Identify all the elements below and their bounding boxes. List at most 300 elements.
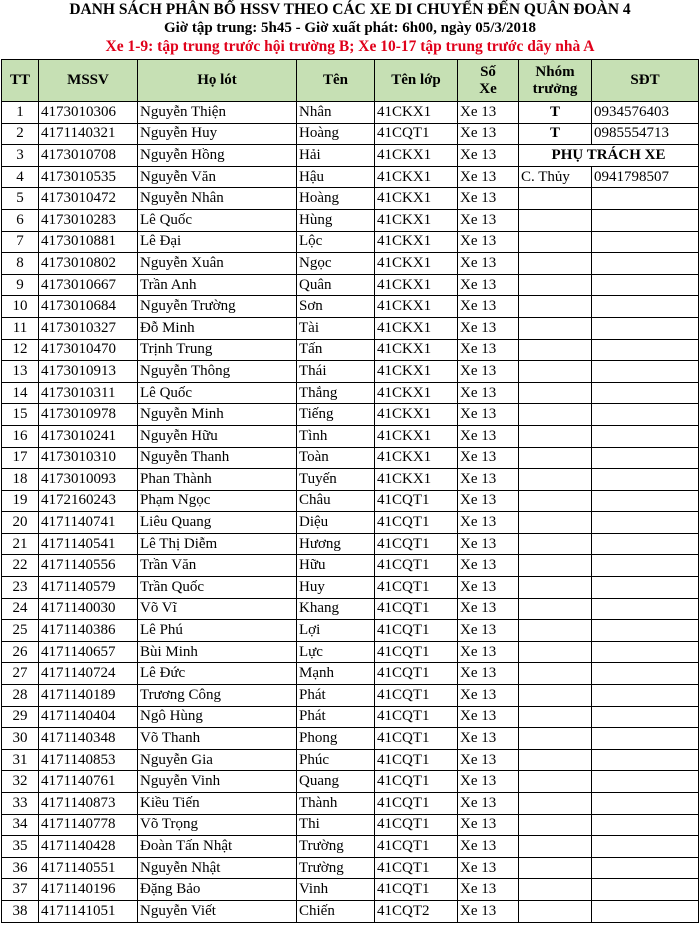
cell-so-xe: Xe 13 [458, 490, 519, 512]
cell-ten-lop: 41CQT1 [375, 836, 458, 858]
cell-nhom-truong [519, 879, 592, 901]
cell-sdt [592, 382, 699, 404]
cell-sdt [592, 663, 699, 685]
cell-tt: 18 [2, 469, 39, 491]
cell-ho-lot: Nguyễn Thông [138, 361, 297, 383]
cell-ten-lop: 41CQT1 [375, 598, 458, 620]
cell-so-xe: Xe 13 [458, 382, 519, 404]
cell-ho-lot: Nguyễn Viết [138, 900, 297, 922]
cell-ten-lop: 41CQT1 [375, 749, 458, 771]
cell-sdt [592, 339, 699, 361]
cell-mssv: 4173010802 [39, 253, 138, 275]
table-row [2, 274, 699, 296]
cell-ten-lop: 41CKX1 [375, 102, 458, 124]
cell-ho-lot: Trần Văn [138, 555, 297, 577]
cell-tt: 14 [2, 382, 39, 404]
cell-mssv: 4173010310 [39, 447, 138, 469]
cell-tt: 35 [2, 836, 39, 858]
document-header [0, 0, 700, 56]
col-header-mssv: MSSV [39, 60, 138, 102]
cell-ho-lot: Nguyễn Văn [138, 166, 297, 188]
cell-nhom-truong [519, 663, 592, 685]
cell-ten-lop: 41CKX1 [375, 447, 458, 469]
cell-nhom-truong [519, 425, 592, 447]
cell-ho-lot: Lê Đại [138, 231, 297, 253]
col-header-ten-lop: Tên lớp [375, 60, 458, 102]
cell-so-xe: Xe 13 [458, 317, 519, 339]
cell-nhom-truong [519, 793, 592, 815]
cell-sdt [592, 209, 699, 231]
table-row [2, 900, 699, 922]
table-row [2, 425, 699, 447]
cell-ten-lop: 41CKX1 [375, 361, 458, 383]
cell-ten: Hùng [297, 209, 375, 231]
cell-sdt [592, 836, 699, 858]
cell-mssv: 4173010535 [39, 166, 138, 188]
cell-sdt [592, 231, 699, 253]
table-row [2, 641, 699, 663]
cell-mssv: 4173010667 [39, 274, 138, 296]
cell-mssv: 4173010241 [39, 425, 138, 447]
cell-ten: Toàn [297, 447, 375, 469]
cell-nhom-truong [519, 253, 592, 275]
cell-nhom-truong [519, 274, 592, 296]
cell-mssv: 4171140873 [39, 793, 138, 815]
col-header-tt: TT [2, 60, 39, 102]
table-row [2, 296, 699, 318]
cell-ten: Lộc [297, 231, 375, 253]
cell-nhom-truong [519, 598, 592, 620]
cell-sdt [592, 771, 699, 793]
cell-ho-lot: Lê Phú [138, 620, 297, 642]
table-row [2, 836, 699, 858]
cell-sdt [592, 490, 699, 512]
cell-ten-lop: 41CQT1 [375, 490, 458, 512]
table-row [2, 361, 699, 383]
cell-ten-lop: 41CQT1 [375, 706, 458, 728]
cell-ho-lot: Nguyễn Hữu [138, 425, 297, 447]
table-row [2, 317, 699, 339]
cell-tt: 28 [2, 685, 39, 707]
cell-ten: Châu [297, 490, 375, 512]
cell-nhom-truong [519, 577, 592, 599]
cell-ten: Hậu [297, 166, 375, 188]
table-row [2, 728, 699, 750]
cell-mssv: 4171140321 [39, 123, 138, 145]
cell-tt: 21 [2, 533, 39, 555]
table-row [2, 533, 699, 555]
cell-so-xe: Xe 13 [458, 598, 519, 620]
table-row [2, 490, 699, 512]
cell-ho-lot: Nguyễn Minh [138, 404, 297, 426]
cell-mssv: 4171140030 [39, 598, 138, 620]
cell-ten: Hoàng [297, 123, 375, 145]
col-header-nhom-truong-line1: Nhóm [535, 63, 575, 80]
cell-ten: Hoàng [297, 188, 375, 210]
table-row [2, 102, 699, 124]
document-subtitle: Giờ tập trung: 5h45 - Giờ xuất phát: 6h00, ngày 05/3/2018 [163, 20, 537, 36]
cell-ten: Phong [297, 728, 375, 750]
col-header-so-xe [458, 60, 519, 102]
cell-ten-lop: 41CQT1 [375, 577, 458, 599]
cell-ten: Thắng [297, 382, 375, 404]
cell-ho-lot: Nguyễn Xuân [138, 253, 297, 275]
cell-so-xe: Xe 13 [458, 361, 519, 383]
cell-mssv: 4173010283 [39, 209, 138, 231]
cell-so-xe: Xe 13 [458, 555, 519, 577]
cell-sdt [592, 814, 699, 836]
table-row [2, 685, 699, 707]
table-row [2, 469, 699, 491]
col-header-so-xe-line1: Số [480, 63, 496, 80]
cell-ten: Tuyến [297, 469, 375, 491]
cell-ten-lop: 41CQT1 [375, 663, 458, 685]
cell-sdt [592, 404, 699, 426]
cell-tt: 4 [2, 166, 39, 188]
cell-mssv: 4173010881 [39, 231, 138, 253]
cell-sdt [592, 577, 699, 599]
cell-so-xe: Xe 13 [458, 274, 519, 296]
cell-mssv: 4171140778 [39, 814, 138, 836]
cell-ho-lot: Bùi Minh [138, 641, 297, 663]
cell-tt: 27 [2, 663, 39, 685]
cell-ten-lop: 41CQT1 [375, 123, 458, 145]
cell-ten-lop: 41CQT1 [375, 771, 458, 793]
table-row [2, 231, 699, 253]
cell-ten: Diệu [297, 512, 375, 534]
table-row [2, 145, 699, 167]
col-header-ho-lot: Họ lót [138, 60, 297, 102]
cell-mssv: 4172160243 [39, 490, 138, 512]
cell-ten: Khang [297, 598, 375, 620]
cell-sdt [592, 857, 699, 879]
cell-ho-lot: Đỗ Minh [138, 317, 297, 339]
cell-sdt [592, 253, 699, 275]
cell-so-xe: Xe 13 [458, 339, 519, 361]
cell-mssv: 4171140724 [39, 663, 138, 685]
student-table [1, 59, 699, 923]
cell-mssv: 4171140551 [39, 857, 138, 879]
cell-ho-lot: Liêu Quang [138, 512, 297, 534]
cell-tt: 23 [2, 577, 39, 599]
cell-so-xe: Xe 13 [458, 469, 519, 491]
cell-nhom-truong [519, 555, 592, 577]
cell-mssv: 4173010913 [39, 361, 138, 383]
table-row [2, 749, 699, 771]
cell-so-xe: Xe 13 [458, 641, 519, 663]
cell-ho-lot: Nguyễn Nhân [138, 188, 297, 210]
cell-ho-lot: Ngô Hùng [138, 706, 297, 728]
cell-nhom-truong [519, 706, 592, 728]
cell-sdt [592, 512, 699, 534]
cell-nhom-truong: T [519, 102, 592, 124]
cell-tt: 25 [2, 620, 39, 642]
cell-so-xe: Xe 13 [458, 231, 519, 253]
cell-ten-lop: 41CKX1 [375, 145, 458, 167]
cell-ten: Tài [297, 317, 375, 339]
cell-mssv: 4173010708 [39, 145, 138, 167]
cell-tt: 2 [2, 123, 39, 145]
cell-ho-lot: Nguyễn Huy [138, 123, 297, 145]
table-row [2, 253, 699, 275]
cell-sdt [592, 469, 699, 491]
cell-tt: 7 [2, 231, 39, 253]
cell-nhom-truong [519, 188, 592, 210]
cell-tt: 8 [2, 253, 39, 275]
cell-ten-lop: 41CQT1 [375, 533, 458, 555]
cell-tt: 34 [2, 814, 39, 836]
cell-ten: Thi [297, 814, 375, 836]
cell-nhom-truong [519, 857, 592, 879]
cell-tt: 24 [2, 598, 39, 620]
cell-sdt: 0934576403 [592, 102, 699, 124]
cell-ho-lot: Lê Thị Diễm [138, 533, 297, 555]
cell-ho-lot: Nguyễn Thanh [138, 447, 297, 469]
cell-mssv: 4173010684 [39, 296, 138, 318]
table-row [2, 771, 699, 793]
cell-ten-lop: 41CKX1 [375, 296, 458, 318]
cell-sdt [592, 793, 699, 815]
cell-nhom-truong [519, 339, 592, 361]
cell-ten: Thành [297, 793, 375, 815]
cell-ten-lop: 41CQT1 [375, 620, 458, 642]
cell-tt: 29 [2, 706, 39, 728]
cell-ten-lop: 41CKX1 [375, 253, 458, 275]
cell-mssv: 4171140741 [39, 512, 138, 534]
cell-tt: 11 [2, 317, 39, 339]
cell-ten: Sơn [297, 296, 375, 318]
cell-nhom-truong: T [519, 123, 592, 145]
cell-sdt [592, 879, 699, 901]
table-row [2, 209, 699, 231]
cell-mssv: 4171140556 [39, 555, 138, 577]
cell-ho-lot: Nguyễn Vinh [138, 771, 297, 793]
table-row [2, 620, 699, 642]
cell-mssv: 4171141051 [39, 900, 138, 922]
cell-nhom-truong [519, 620, 592, 642]
cell-ho-lot: Trần Quốc [138, 577, 297, 599]
cell-tt: 36 [2, 857, 39, 879]
cell-ten: Trường [297, 836, 375, 858]
cell-so-xe: Xe 13 [458, 836, 519, 858]
assembly-note: Xe 1-9: tập trung trước hội trường B; Xe 10-17 tập trung trước dãy nhà A [105, 38, 595, 55]
cell-nhom-truong [519, 490, 592, 512]
cell-tt: 38 [2, 900, 39, 922]
cell-sdt: 0941798507 [592, 166, 699, 188]
cell-so-xe: Xe 13 [458, 793, 519, 815]
cell-tt: 10 [2, 296, 39, 318]
cell-mssv: 4171140853 [39, 749, 138, 771]
cell-ho-lot: Võ Thanh [138, 728, 297, 750]
cell-ho-lot: Trần Anh [138, 274, 297, 296]
table-row [2, 166, 699, 188]
document-title: DANH SÁCH PHÂN BỔ HSSV THEO CÁC XE DI CHUYỂN ĐẾN QUÂN ĐOÀN 4 [69, 1, 631, 18]
cell-tt: 31 [2, 749, 39, 771]
cell-so-xe: Xe 13 [458, 620, 519, 642]
cell-so-xe: Xe 13 [458, 166, 519, 188]
cell-so-xe: Xe 13 [458, 771, 519, 793]
cell-sdt [592, 361, 699, 383]
cell-ten: Mạnh [297, 663, 375, 685]
cell-ho-lot: Phan Thành [138, 469, 297, 491]
cell-so-xe: Xe 13 [458, 296, 519, 318]
cell-mssv: 4173010470 [39, 339, 138, 361]
cell-ten-lop: 41CKX1 [375, 188, 458, 210]
cell-nhom-truong [519, 296, 592, 318]
cell-ten: Lực [297, 641, 375, 663]
cell-ho-lot: Đoàn Tấn Nhật [138, 836, 297, 858]
cell-ten-lop: 41CKX1 [375, 382, 458, 404]
table-row [2, 598, 699, 620]
cell-ten-lop: 41CQT1 [375, 728, 458, 750]
cell-sdt [592, 706, 699, 728]
cell-ho-lot: Nguyễn Nhật [138, 857, 297, 879]
cell-sdt [592, 641, 699, 663]
cell-tt: 37 [2, 879, 39, 901]
cell-ten-lop: 41CQT1 [375, 814, 458, 836]
cell-ten: Phúc [297, 749, 375, 771]
cell-sdt [592, 900, 699, 922]
cell-so-xe: Xe 13 [458, 209, 519, 231]
cell-sdt [592, 555, 699, 577]
cell-ten: Quân [297, 274, 375, 296]
cell-nhom-truong: C. Thủy [519, 166, 592, 188]
cell-so-xe: Xe 13 [458, 685, 519, 707]
cell-tt: 3 [2, 145, 39, 167]
cell-so-xe: Xe 13 [458, 447, 519, 469]
table-row [2, 555, 699, 577]
cell-ho-lot: Nguyễn Thiện [138, 102, 297, 124]
cell-so-xe: Xe 13 [458, 533, 519, 555]
table-row [2, 447, 699, 469]
table-row [2, 857, 699, 879]
cell-nhom-truong [519, 209, 592, 231]
cell-ten: Tiếng [297, 404, 375, 426]
cell-sdt [592, 685, 699, 707]
cell-mssv: 4173010093 [39, 469, 138, 491]
cell-ten-lop: 41CQT1 [375, 555, 458, 577]
table-row [2, 188, 699, 210]
cell-sdt [592, 728, 699, 750]
cell-mssv: 4173010306 [39, 102, 138, 124]
cell-tt: 20 [2, 512, 39, 534]
cell-ten-lop: 41CKX1 [375, 469, 458, 491]
cell-ho-lot: Trịnh Trung [138, 339, 297, 361]
cell-so-xe: Xe 13 [458, 728, 519, 750]
cell-ten-lop: 41CKX1 [375, 404, 458, 426]
cell-so-xe: Xe 13 [458, 253, 519, 275]
cell-ten: Tấn [297, 339, 375, 361]
cell-so-xe: Xe 13 [458, 102, 519, 124]
cell-tt: 17 [2, 447, 39, 469]
cell-ten: Trường [297, 857, 375, 879]
cell-ten-lop: 41CKX1 [375, 209, 458, 231]
table-row [2, 663, 699, 685]
cell-mssv: 4171140189 [39, 685, 138, 707]
table-row [2, 404, 699, 426]
cell-tt: 13 [2, 361, 39, 383]
cell-ho-lot: Phạm Ngọc [138, 490, 297, 512]
cell-ho-lot: Trương Công [138, 685, 297, 707]
cell-so-xe: Xe 13 [458, 663, 519, 685]
cell-nhom-truong [519, 404, 592, 426]
cell-ho-lot: Đặng Bảo [138, 879, 297, 901]
cell-tt: 12 [2, 339, 39, 361]
cell-nhom-truong [519, 728, 592, 750]
cell-nhom-truong [519, 641, 592, 663]
table-header-row [2, 60, 699, 102]
col-header-so-xe-line2: Xe [479, 80, 497, 97]
cell-so-xe: Xe 13 [458, 749, 519, 771]
cell-ten-lop: 41CQT1 [375, 793, 458, 815]
col-header-nhom-truong-line2: trưởng [532, 80, 578, 97]
cell-tt: 19 [2, 490, 39, 512]
cell-ten: Thái [297, 361, 375, 383]
cell-ho-lot: Nguyễn Gia [138, 749, 297, 771]
col-header-ten: Tên [297, 60, 375, 102]
cell-nhom-truong [519, 900, 592, 922]
cell-so-xe: Xe 13 [458, 188, 519, 210]
table-row [2, 512, 699, 534]
cell-nhom-truong [519, 771, 592, 793]
cell-tt: 32 [2, 771, 39, 793]
cell-sdt [592, 425, 699, 447]
cell-ten-lop: 41CKX1 [375, 274, 458, 296]
cell-nhom-truong [519, 382, 592, 404]
cell-so-xe: Xe 13 [458, 145, 519, 167]
cell-tt: 26 [2, 641, 39, 663]
table-row [2, 793, 699, 815]
cell-nhom-truong [519, 469, 592, 491]
cell-mssv: 4171140541 [39, 533, 138, 555]
cell-nhom-truong [519, 749, 592, 771]
cell-ten: Hương [297, 533, 375, 555]
cell-sdt [592, 533, 699, 555]
cell-so-xe: Xe 13 [458, 123, 519, 145]
table-row [2, 123, 699, 145]
cell-ten-lop: 41CQT1 [375, 879, 458, 901]
cell-sdt [592, 749, 699, 771]
cell-ten-lop: 41CQT1 [375, 857, 458, 879]
cell-ten-lop: 41CKX1 [375, 339, 458, 361]
cell-mssv: 4171140579 [39, 577, 138, 599]
cell-so-xe: Xe 13 [458, 814, 519, 836]
table-row [2, 577, 699, 599]
cell-so-xe: Xe 13 [458, 512, 519, 534]
cell-mssv: 4171140348 [39, 728, 138, 750]
cell-ten: Phát [297, 685, 375, 707]
cell-so-xe: Xe 13 [458, 879, 519, 901]
cell-mssv: 4173010311 [39, 382, 138, 404]
cell-so-xe: Xe 13 [458, 425, 519, 447]
cell-so-xe: Xe 13 [458, 404, 519, 426]
cell-ten-lop: 41CQT1 [375, 512, 458, 534]
cell-mssv: 4173010472 [39, 188, 138, 210]
cell-ten-lop: 41CKX1 [375, 317, 458, 339]
cell-sdt [592, 188, 699, 210]
col-header-sdt: SĐT [592, 60, 699, 102]
cell-mssv: 4171140404 [39, 706, 138, 728]
cell-mssv: 4173010978 [39, 404, 138, 426]
cell-ten: Chiến [297, 900, 375, 922]
cell-sdt [592, 317, 699, 339]
table-row [2, 339, 699, 361]
cell-so-xe: Xe 13 [458, 900, 519, 922]
cell-so-xe: Xe 13 [458, 706, 519, 728]
table-row [2, 706, 699, 728]
cell-ten-lop: 41CQT2 [375, 900, 458, 922]
cell-tt: 6 [2, 209, 39, 231]
